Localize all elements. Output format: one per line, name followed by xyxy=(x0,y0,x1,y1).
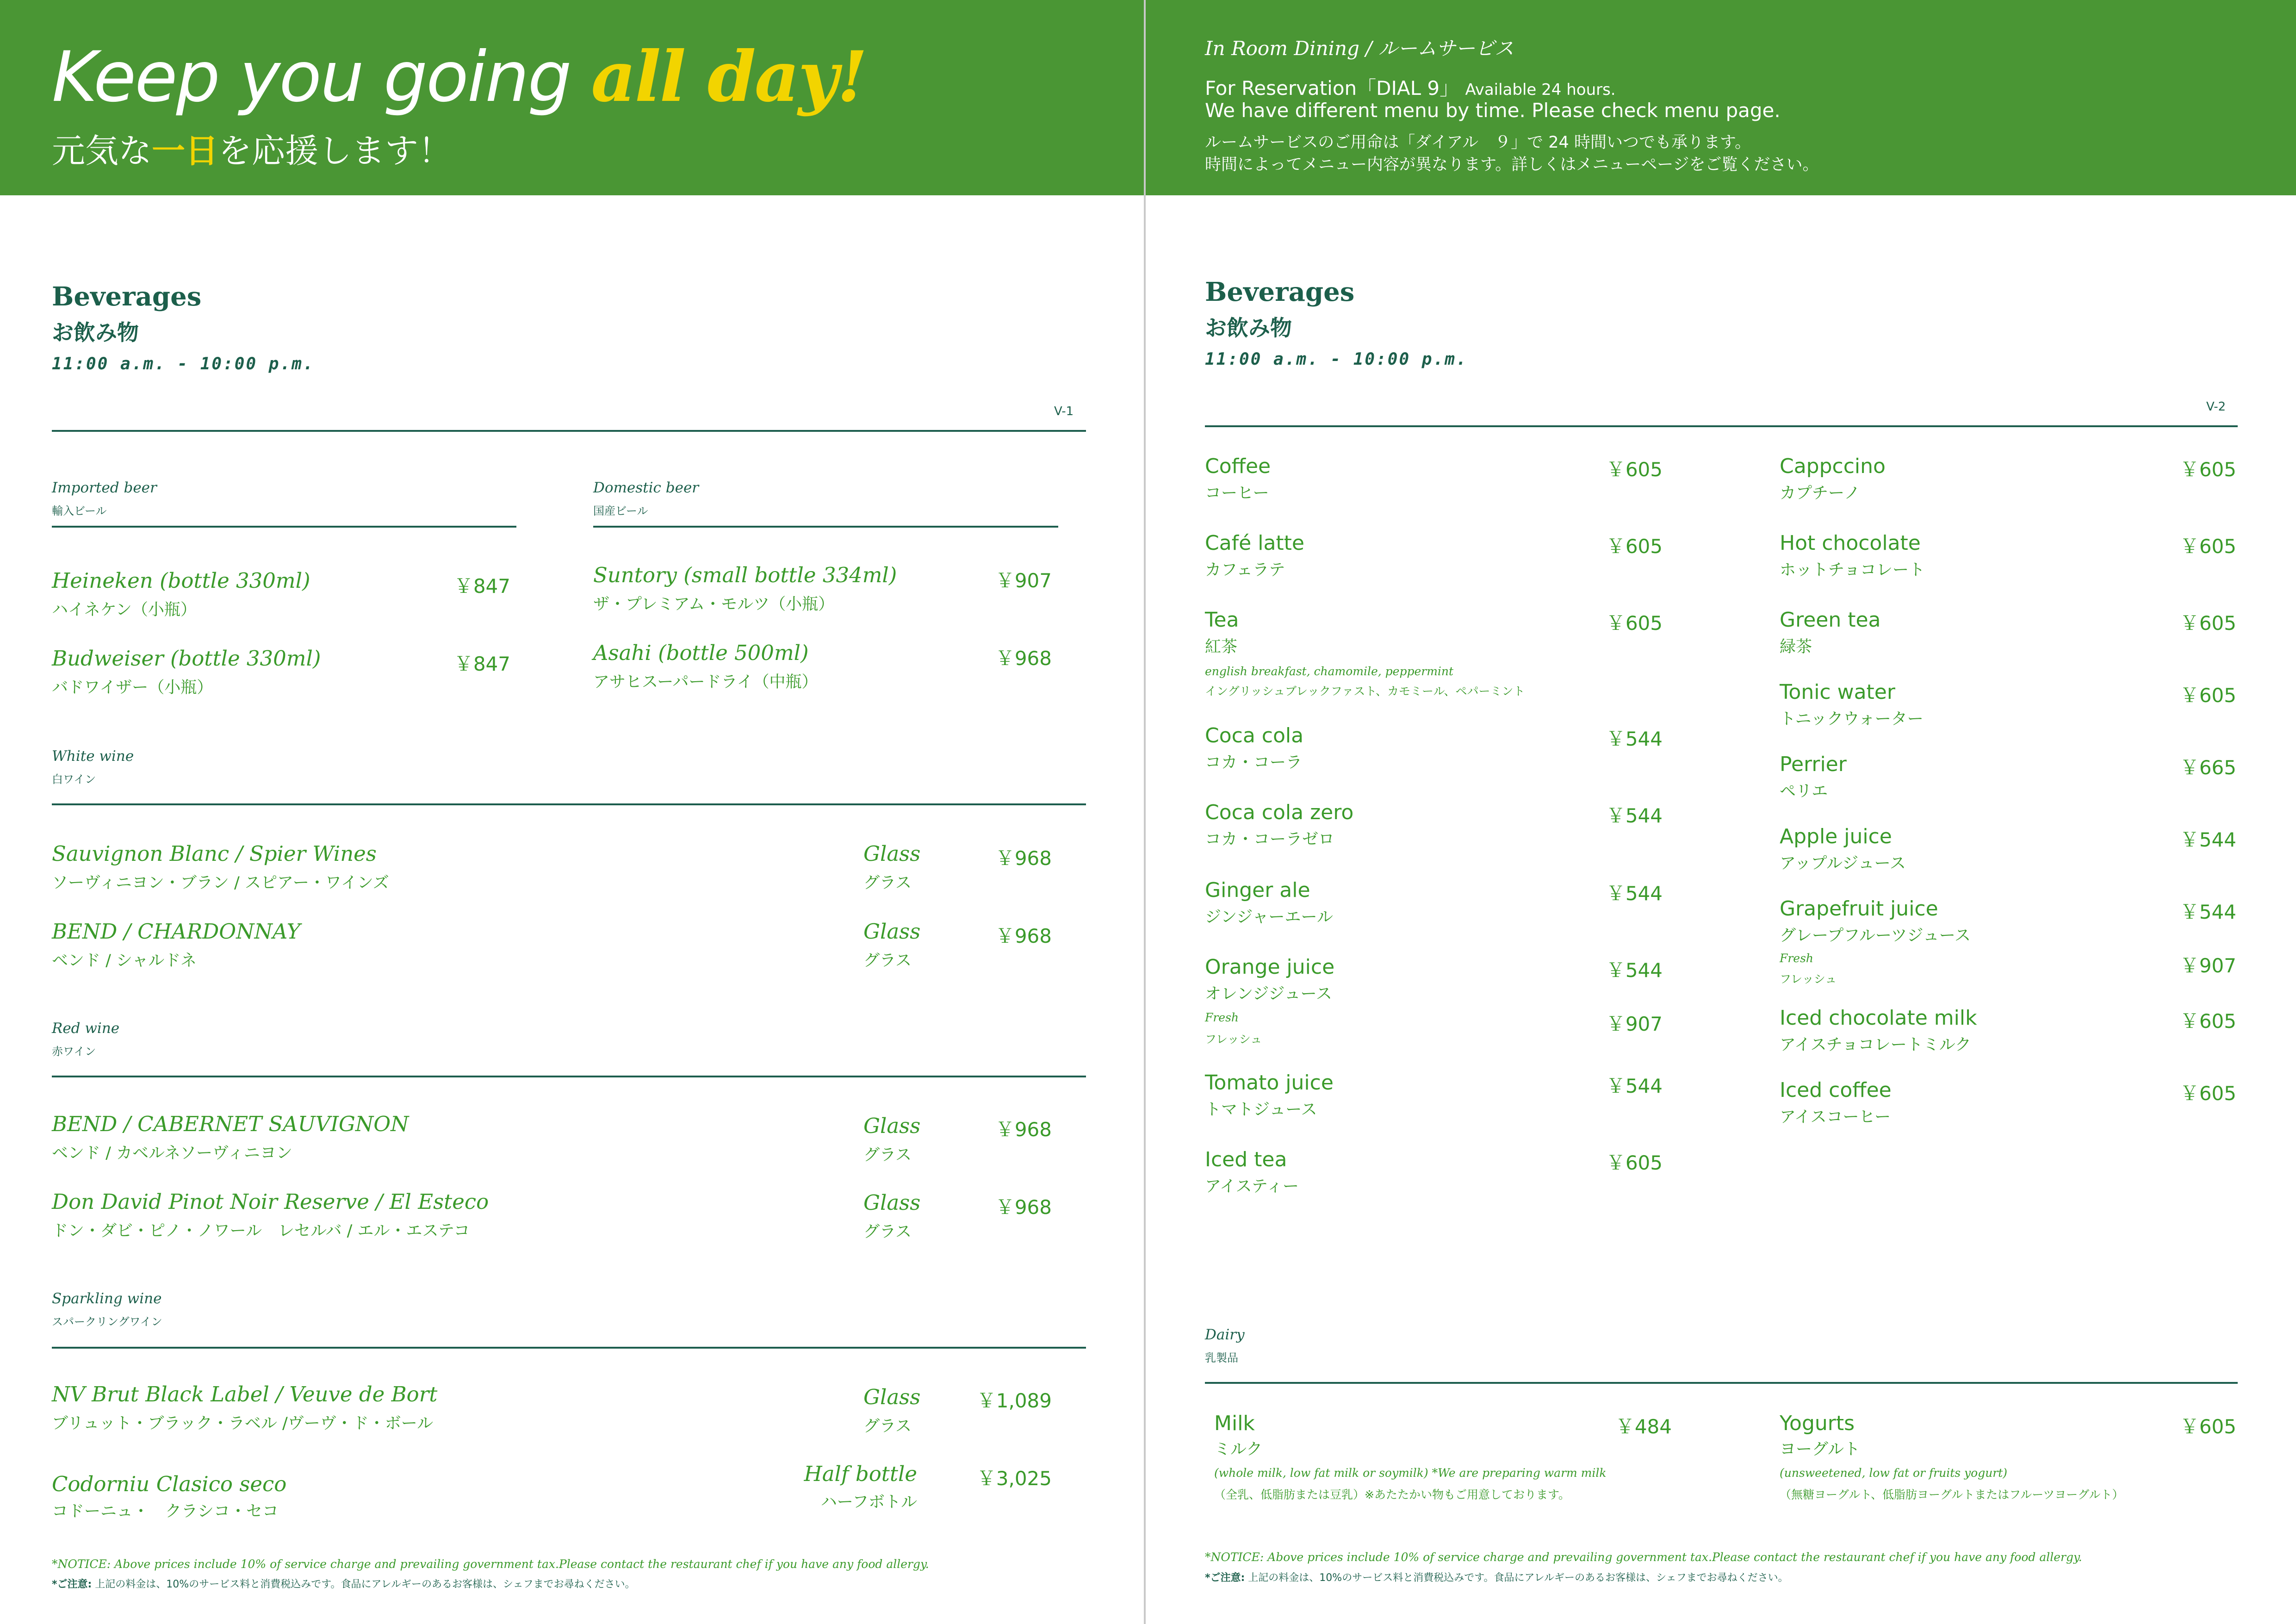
serving-unit: Glass xyxy=(863,1385,921,1409)
menu-item-name: Sauvignon Blanc / Spier Wines xyxy=(52,841,377,866)
menu-item-name: Coca cola zero xyxy=(1205,801,1354,824)
menu-item-sub-price: ￥907 xyxy=(1606,1013,1663,1035)
menu-item-note: english breakfast, chamomile, peppermint xyxy=(1205,665,1454,678)
sparkling-wine-rule xyxy=(52,1347,1086,1349)
menu-item-price: ￥544 xyxy=(2179,901,2236,923)
menu-item-price: ￥605 xyxy=(2179,612,2236,635)
menu-item-price: ￥544 xyxy=(1606,959,1663,982)
menu-item-jp: コカ・コーラ xyxy=(1205,753,1303,772)
serving-unit-jp: グラス xyxy=(863,1223,912,1241)
menu-item-jp: グレープフルーツジュース xyxy=(1780,927,1971,945)
menu-item-name: Coca cola xyxy=(1205,724,1304,747)
page1-number: V-1 xyxy=(1054,404,1074,418)
menu-item-price: ￥484 xyxy=(1615,1415,1672,1438)
menu-item-price: ￥847 xyxy=(453,575,510,597)
slogan-part2: all day! xyxy=(591,36,866,118)
menu-item-name: Perrier xyxy=(1780,753,1847,776)
menu-item-jp: ハイネケン（小瓶） xyxy=(52,601,197,619)
menu-item-jp: アイスティー xyxy=(1205,1177,1299,1196)
domestic-beer-heading-jp: 国産ビール xyxy=(593,504,648,517)
page2-notice-jp: *ご注意: 上記の料金は、10%のサービス料と消費税込みです。食品にアレルギーのあるお客様は、シェフまでお尋ねください。 xyxy=(1205,1572,1788,1584)
menu-item-jp: カフェラテ xyxy=(1205,561,1285,579)
menu-item-name: BEND / CHARDONNAY xyxy=(52,919,301,944)
menu-item-name: Green tea xyxy=(1780,608,1881,632)
menu-item-price: ￥968 xyxy=(995,647,1052,670)
menu-item-price: ￥544 xyxy=(1606,804,1663,827)
sparkling-wine-heading-jp: スパークリングワイン xyxy=(52,1315,162,1328)
menu-item-note: (unsweetened, low fat or fruits yogurt) xyxy=(1780,1466,2008,1480)
menu-item-jp: カプチーノ xyxy=(1780,484,1861,503)
menu-item-price: ￥605 xyxy=(2179,1082,2236,1105)
menu-item-jp: 紅茶 xyxy=(1205,638,1238,656)
menu-item-name: Cappccino xyxy=(1780,454,1886,478)
red-wine-rule xyxy=(52,1076,1086,1077)
menu-item-name: Iced tea xyxy=(1205,1148,1287,1171)
reservation-jp: ルームサービスのご用命は「ダイアル ９」で 24 時間いつでも承ります。 xyxy=(1205,133,1751,152)
menu-item-name: Don David Pinot Noir Reserve / El Esteco xyxy=(52,1189,489,1214)
menu-item-jp: ブリュット・ブラック・ラベル /ヴーヴ・ド・ボール xyxy=(52,1414,434,1433)
page2-top-rule xyxy=(1205,425,2238,427)
menu-item-price: ￥665 xyxy=(2179,756,2236,779)
page2-subtitle: お飲み物 xyxy=(1205,316,1292,341)
menu-item-jp: 緑茶 xyxy=(1780,638,1812,656)
dairy-heading: Dairy xyxy=(1205,1326,1245,1343)
menu-item-price: ￥968 xyxy=(995,925,1052,947)
menu-item-jp: コーヒー xyxy=(1205,484,1269,503)
menu-item-note: (whole milk, low fat milk or soymilk) *We are preparing warm milk xyxy=(1214,1466,1607,1480)
menu-item-jp: ミルク xyxy=(1214,1440,1263,1459)
serving-unit-jp: グラス xyxy=(863,1146,912,1164)
menu-item-price: ￥1,089 xyxy=(976,1389,1052,1412)
menu-item-jp: ザ・プレミアム・モルツ（小瓶） xyxy=(593,595,835,614)
dairy-rule xyxy=(1205,1382,2238,1384)
menu-item-jp: アイスチョコレートミルク xyxy=(1780,1036,1972,1054)
serving-unit-jp: グラス xyxy=(863,952,912,970)
menu-item-name: NV Brut Black Label / Veuve de Bort xyxy=(52,1382,438,1406)
dairy-heading-jp: 乳製品 xyxy=(1205,1351,1238,1364)
menu-item-price: ￥544 xyxy=(1606,728,1663,750)
slogan-part1: Keep you going xyxy=(52,37,591,118)
menu-item-jp: ホットチョコレート xyxy=(1780,561,1925,579)
menu-item-name: Tomato juice xyxy=(1205,1071,1334,1095)
menu-item-name: Tonic water xyxy=(1780,680,1895,704)
menu-item-note-jp: （無糖ヨーグルト、低脂肪ヨーグルトまたはフルーツヨーグルト） xyxy=(1780,1488,2124,1501)
menu-item-price: ￥605 xyxy=(2179,535,2236,558)
menu-item-price: ￥605 xyxy=(1606,1151,1663,1174)
menu-item-name: Grapefruit juice xyxy=(1780,897,1938,921)
menu-item-name: Orange juice xyxy=(1205,955,1335,979)
menu-item-jp: コドーニュ・ クラシコ・セコ xyxy=(52,1502,279,1521)
serving-unit: Glass xyxy=(863,1114,921,1138)
page1-top-rule xyxy=(52,430,1086,432)
menu-item-jp: トニックウォーター xyxy=(1780,710,1924,728)
sparkling-wine-heading: Sparkling wine xyxy=(52,1290,162,1307)
domestic-beer-rule xyxy=(593,526,1058,528)
white-wine-heading-jp: 白ワイン xyxy=(52,773,96,786)
menu-item-jp: ソーヴィニヨン・ブラン / スピアー・ワインズ xyxy=(52,874,389,892)
page1-hours: 11:00 a.m. - 10:00 p.m. xyxy=(52,355,315,373)
menu-item-price: ￥847 xyxy=(453,653,510,675)
menu-item-sub: Fresh xyxy=(1205,1011,1239,1024)
menu-item-name: Apple juice xyxy=(1780,825,1892,848)
menu-item-jp: オレンジジュース xyxy=(1205,985,1332,1003)
menu-item-price: ￥907 xyxy=(995,569,1052,592)
menu-item-name: Coffee xyxy=(1205,454,1271,478)
menu-time-note: We have different menu by time. Please check menu page. xyxy=(1205,99,1781,122)
menu-item-name: Suntory (small bottle 334ml) xyxy=(593,563,897,587)
white-wine-rule xyxy=(52,803,1086,805)
menu-item-price: ￥605 xyxy=(2179,1010,2236,1033)
imported-beer-heading-jp: 輸入ビール xyxy=(52,504,107,517)
menu-item-jp: ジンジャーエール xyxy=(1205,908,1333,927)
serving-unit: Glass xyxy=(863,919,921,944)
menu-item-name: Yogurts xyxy=(1780,1412,1855,1435)
menu-item-note-jp: イングリッシュブレックファスト、カモミール、ペパーミント xyxy=(1205,684,1525,698)
page2-number: V-2 xyxy=(2206,400,2226,414)
menu-item-price: ￥544 xyxy=(1606,882,1663,905)
serving-unit: Glass xyxy=(863,841,921,866)
menu-item-sub-jp: フレッシュ xyxy=(1205,1033,1262,1046)
menu-item-price: ￥3,025 xyxy=(976,1467,1052,1490)
menu-item-price: ￥605 xyxy=(2179,684,2236,707)
menu-item-price: ￥605 xyxy=(2179,458,2236,481)
page2-hours: 11:00 a.m. - 10:00 p.m. xyxy=(1205,350,1468,369)
menu-item-name: Tea xyxy=(1205,608,1239,632)
red-wine-heading-jp: 赤ワイン xyxy=(52,1045,96,1058)
serving-unit-jp: グラス xyxy=(863,1417,912,1436)
menu-item-sub-price: ￥907 xyxy=(2179,954,2236,977)
menu-item-jp: ベンド / シャルドネ xyxy=(52,952,197,970)
menu-item-name: Asahi (bottle 500ml) xyxy=(593,641,809,665)
page-divider xyxy=(1144,0,1146,1624)
menu-item-name: Milk xyxy=(1214,1412,1255,1435)
room-service-title: In Room Dining / ルームサービス xyxy=(1205,37,1514,60)
white-wine-heading: White wine xyxy=(52,748,134,765)
menu-item-jp: ドン・ダビ・ピノ・ノワール レセルバ / エル・エステコ xyxy=(52,1222,470,1240)
imported-beer-rule xyxy=(52,526,516,528)
menu-item-price: ￥605 xyxy=(1606,612,1663,635)
serving-unit: Glass xyxy=(863,1190,921,1215)
menu-item-jp: コカ・コーラゼロ xyxy=(1205,830,1335,849)
menu-item-name: Budweiser (bottle 330ml) xyxy=(52,646,321,671)
menu-item-note-jp: （全乳、低脂肪または豆乳）※あたたかい物もご用意しております。 xyxy=(1214,1488,1570,1501)
menu-time-jp: 時間によってメニュー内容が異なります。詳しくはメニューページをご覧ください。 xyxy=(1205,156,1819,174)
menu-item-name: Hot chocolate xyxy=(1780,531,1921,555)
menu-item-name: Café latte xyxy=(1205,531,1304,555)
menu-item-name: Iced chocolate milk xyxy=(1780,1006,1977,1030)
menu-item-jp: アイスコーヒー xyxy=(1780,1108,1891,1126)
imported-beer-heading: Imported beer xyxy=(52,479,157,496)
menu-item-name: Ginger ale xyxy=(1205,878,1310,902)
domestic-beer-heading: Domestic beer xyxy=(593,479,699,496)
page1-subtitle: お飲み物 xyxy=(52,320,139,346)
menu-item-price: ￥605 xyxy=(2179,1415,2236,1438)
menu-item-name: Heineken (bottle 330ml) xyxy=(52,568,310,593)
menu-item-price: ￥544 xyxy=(1606,1075,1663,1097)
menu-item-jp: ベンド / カベルネソーヴィニヨン xyxy=(52,1144,292,1163)
red-wine-heading: Red wine xyxy=(52,1020,120,1037)
page1-title: Beverages xyxy=(52,281,202,312)
menu-item-name: Iced coffee xyxy=(1780,1078,1892,1102)
menu-item-price: ￥968 xyxy=(995,1196,1052,1219)
page2-notice: *NOTICE: Above prices include 10% of service charge and prevailing government tax.Please contact the restaurant chef if you have any food allergy. xyxy=(1205,1550,2082,1564)
menu-item-price: ￥544 xyxy=(2179,828,2236,851)
menu-item-name: Codorniu Clasico seco xyxy=(52,1472,287,1496)
menu-item-jp: ヨーグルト xyxy=(1780,1440,1860,1459)
menu-item-name: BEND / CABERNET SAUVIGNON xyxy=(52,1112,409,1136)
slogan-jp: 元気な一日を応援します！ xyxy=(52,131,452,170)
page1-notice-jp: *ご注意: 上記の料金は、10%のサービス料と消費税込みです。食品にアレルギーのあるお客様は、シェフまでお尋ねください。 xyxy=(52,1579,635,1590)
menu-item-jp: トマトジュース xyxy=(1205,1101,1317,1119)
menu-item-sub: Fresh xyxy=(1780,952,1814,965)
serving-unit-jp: グラス xyxy=(863,874,912,892)
menu-item-sub-jp: フレッシュ xyxy=(1780,972,1837,986)
menu-item-price: ￥605 xyxy=(1606,535,1663,558)
reservation-line: For Reservation「DIAL 9」 Available 24 hours. xyxy=(1205,77,1616,100)
menu-item-jp: ペリエ xyxy=(1780,782,1828,801)
page1-notice: *NOTICE: Above prices include 10% of service charge and prevailing government tax.Please contact the restaurant chef if you have any food allergy. xyxy=(52,1557,929,1571)
menu-item-jp: アサヒスーパードライ（中瓶） xyxy=(593,673,818,691)
menu-item-price: ￥968 xyxy=(995,847,1052,870)
slogan xyxy=(52,36,866,118)
serving-unit-jp: ハーフボトル xyxy=(820,1493,917,1512)
menu-item-price: ￥968 xyxy=(995,1118,1052,1141)
menu-item-jp: アップルジュース xyxy=(1780,854,1906,873)
menu-item-price: ￥605 xyxy=(1606,458,1663,481)
page2-title: Beverages xyxy=(1205,277,1355,307)
serving-unit: Half bottle xyxy=(804,1462,917,1486)
menu-item-jp: バドワイザー（小瓶） xyxy=(52,678,213,697)
